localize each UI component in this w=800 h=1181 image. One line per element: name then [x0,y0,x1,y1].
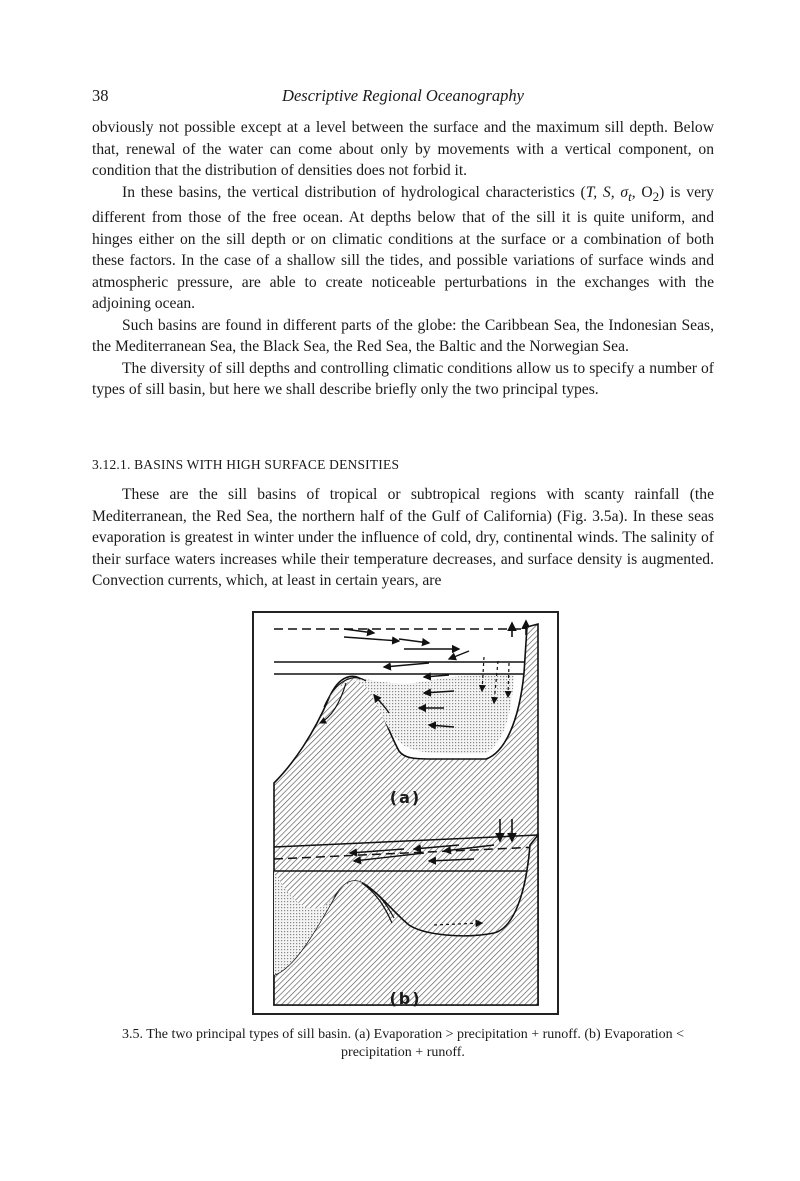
caption-line-2: precipitation + runoff. [341,1045,465,1060]
oxygen-subscript: 2 [652,188,660,204]
panel-a-label: (a) [389,788,422,807]
sigma-subscript: t [628,188,632,204]
paragraph-4: The diversity of sill depths and controlling climatic conditions allow us to specify a number of types of sill basin, but here we shall describe briefly only the two principal types. [92,359,714,399]
paragraph-2-start: In these basins, the vertical distribution of hydrological characteristics ( [122,183,586,201]
section-text [92,484,714,592]
sill-basin-diagram [254,613,557,1013]
panel-b-label: (b) [389,989,422,1008]
body-text [92,117,714,401]
figure-3-5 [252,611,559,1015]
paragraph-2-mid: , O [631,183,653,201]
paragraph-3: Such basins are found in different parts of the globe: the Caribbean Sea, the Indonesian Seas, the Mediterranean Sea, the Black Sea, the Red Sea, the Baltic and the Norwegian Sea. [92,316,714,356]
caption-line-1: 3.5. The two principal types of sill basin. (a) Evaporation > precipitation + runoff. (b) Evaporation < [121,1027,685,1042]
page-header [92,86,714,110]
paragraph-2 [92,182,714,315]
section-paragraph-1: These are the sill basins of tropical or subtropical regions with scanty rainfall (the Mediterranean, the Red Sea, the northern half of the Gulf of California) (Fig. 3.5a). In these seas evaporation is greatest in winter under the influence of cold, dry, continental winds. The salinity of their surface waters increases while their temperature decreases, and surface density is augmented. Convection currents, which, at least in certain years, are [92,486,714,589]
paragraph-2-end: ) is very different from those of the free ocean. At depths below that of the sill it is quite uniform, and hinges either on the sill depth or on climatic conditions at the surface or a combination of both these factors. In the case of a shallow sill the tides, and possible variations of surface winds and atmospheric pressure, are able to create noticeable perturbations in the exchanges with the adjoining ocean. [92,183,714,313]
section-heading: 3.12.1. BASINS WITH HIGH SURFACE DENSITIES [92,457,400,472]
running-title: Descriptive Regional Oceanography [282,86,524,105]
paragraph-1: obviously not possible except at a level between the surface and the maximum sill depth. Below that, renewal of the water can come about only by movements with a vertical component, on condition that the distribution of densities does not forbid it. [92,119,714,179]
page-number: 38 [92,86,109,105]
figure-caption [92,1026,714,1062]
variables-text: T, S, σ [585,183,629,201]
